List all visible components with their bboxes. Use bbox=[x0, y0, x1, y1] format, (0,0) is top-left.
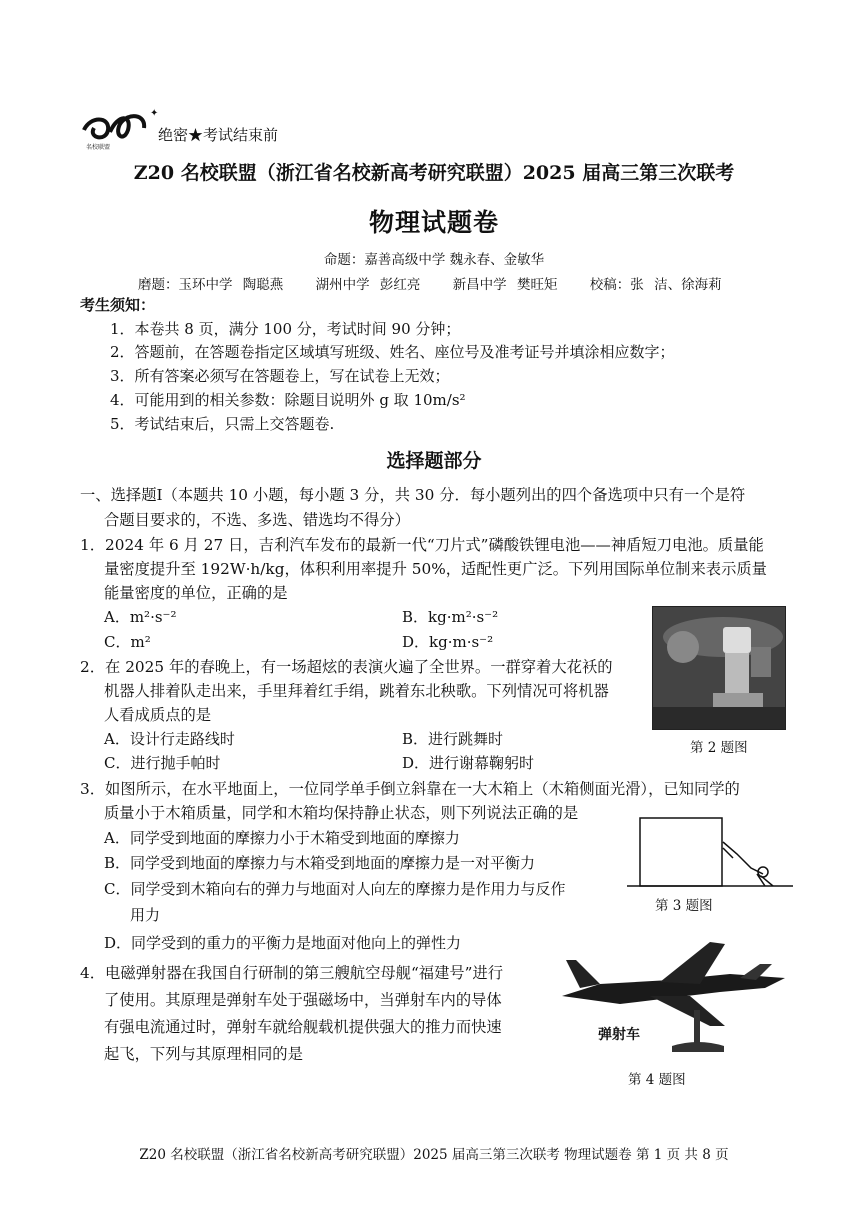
notice-item: 5．考试结束后，只需上交答题卷. bbox=[110, 415, 335, 433]
q4-line2: 了使用。其原理是弹射车处于强磁场中，当弹射车内的导体 bbox=[104, 991, 502, 1009]
q3-line1: 3．如图所示，在水平地面上，一位同学单手倒立斜靠在一大木箱上（木箱侧面光滑），已知同学的 bbox=[80, 780, 740, 798]
q4-line3: 有强电流通过时，弹射车就给舰载机提供强大的推力而快速 bbox=[104, 1018, 502, 1036]
q4-line4: 起飞，下列与其原理相同的是 bbox=[104, 1045, 303, 1063]
reviewers-line bbox=[138, 273, 744, 293]
q2-caption: 第 2 题图 bbox=[690, 740, 748, 756]
notice-item: 1．本卷共 8 页，满分 100 分，考试时间 90 分钟； bbox=[110, 320, 461, 338]
q4-caption: 第 4 题图 bbox=[628, 1072, 686, 1088]
q1-line1: 1．2024 年 6 月 27 日，吉利汽车发布的最新一代“刀片式”磷酸铁锂电池——神盾短刀电池。质量能 bbox=[80, 536, 764, 554]
notice-item: 2．答题前，在答题卷指定区域填写班级、姓名、座位号及准考证号并填涂相应数字； bbox=[110, 343, 675, 361]
q1-option-a: A．m²·s⁻² bbox=[104, 608, 177, 626]
q3-option-b: B．同学受到地面的摩擦力与木箱受到地面的摩擦力是一对平衡力 bbox=[104, 854, 536, 872]
reviewer-3: 新昌中学 樊旺矩 bbox=[452, 277, 558, 293]
q2-robot-photo bbox=[652, 606, 786, 730]
q3-line2: 质量小于木箱质量，同学和木箱均保持静止状态，则下列说法正确的是 bbox=[104, 804, 579, 822]
q4-line1: 4．电磁弹射器在我国自行研制的第三艘航空母舰“福建号”进行 bbox=[80, 964, 504, 982]
reviewer-2: 湖州中学 彭红亮 bbox=[315, 277, 421, 293]
q3-option-c-cont: 用力 bbox=[130, 906, 161, 924]
part-intro-line1: 一、选择题Ⅰ（本题共 10 小题，每小题 3 分，共 30 分．每小题列出的四个备选项中只有一个是符 bbox=[80, 486, 746, 504]
q2-line3: 人看成质点的是 bbox=[104, 706, 212, 724]
proofreaders: 校稿：张 洁、徐海莉 bbox=[589, 277, 722, 293]
secret-label: 绝密★考试结束前 bbox=[158, 126, 279, 144]
q1-option-c: C．m² bbox=[104, 633, 151, 651]
notice-item: 3．所有答案必须写在答题卷上，写在试卷上无效； bbox=[110, 367, 450, 385]
q2-option-d: D．进行谢幕鞠躬时 bbox=[402, 754, 535, 772]
section-title: 选择题部分 bbox=[386, 450, 482, 472]
reviewer-1: 磨题：玉环中学 陶聪燕 bbox=[138, 277, 284, 293]
q2-line1: 2．在 2025 年的春晚上，有一场超炫的表演火遍了全世界。一群穿着大花袄的 bbox=[80, 658, 613, 676]
q1-option-b: B．kg·m²·s⁻² bbox=[402, 608, 499, 626]
q4-jet-image bbox=[560, 934, 790, 1064]
q3-option-c: C．同学受到木箱向右的弹力与地面对人向左的摩擦力是作用力与反作 bbox=[104, 880, 566, 898]
logo-text: 名校联盟 bbox=[86, 144, 111, 151]
q1-line3: 能量密度的单位，正确的是 bbox=[104, 584, 288, 602]
paper-subtitle: 物理试题卷 bbox=[368, 208, 499, 237]
q2-option-b: B．进行跳舞时 bbox=[402, 730, 504, 748]
q2-line2: 机器人排着队走出来，手里拜着红手绢，跳着东北秧歌。下列情况可将机器 bbox=[104, 682, 609, 700]
exam-title: Z20 名校联盟（浙江省名校新高考研究联盟）2025 届高三第三次联考 bbox=[133, 162, 735, 184]
authors-line: 命题：嘉善高级中学 魏永春、金敏华 bbox=[323, 252, 545, 268]
q1-option-d: D．kg·m·s⁻² bbox=[402, 633, 494, 651]
q1-line2: 量密度提升至 192W·h/kg，体积利用率提升 50%，适配性更广泛。下列用国际单位制来表示质量 bbox=[104, 560, 767, 578]
svg-text:✦: ✦ bbox=[150, 108, 159, 119]
catapult-label: 弹射车 bbox=[598, 1027, 640, 1043]
q3-caption: 第 3 题图 bbox=[655, 898, 713, 914]
robot-image bbox=[653, 607, 785, 729]
q3-option-a: A．同学受到地面的摩擦力小于木箱受到地面的摩擦力 bbox=[104, 829, 460, 847]
q3-box-diagram bbox=[625, 812, 795, 892]
q2-option-a: A．设计行走路线时 bbox=[104, 730, 235, 748]
notice-heading: 考生须知： bbox=[80, 296, 156, 314]
part-intro-line2: 合题目要求的，不选、多选、错选均不得分） bbox=[104, 511, 410, 529]
notice-item: 4．可能用到的相关参数：除题目说明外 g 取 10m/s² bbox=[110, 391, 466, 409]
q2-option-c: C．进行抛手帕时 bbox=[104, 754, 221, 772]
page-footer: Z20 名校联盟（浙江省名校新高考研究联盟）2025 届高三第三次联考 物理试题卷 第 1 页 共 8 页 bbox=[139, 1147, 729, 1163]
q3-option-d: D．同学受到的重力的平衡力是地面对他向上的弹性力 bbox=[104, 934, 462, 952]
